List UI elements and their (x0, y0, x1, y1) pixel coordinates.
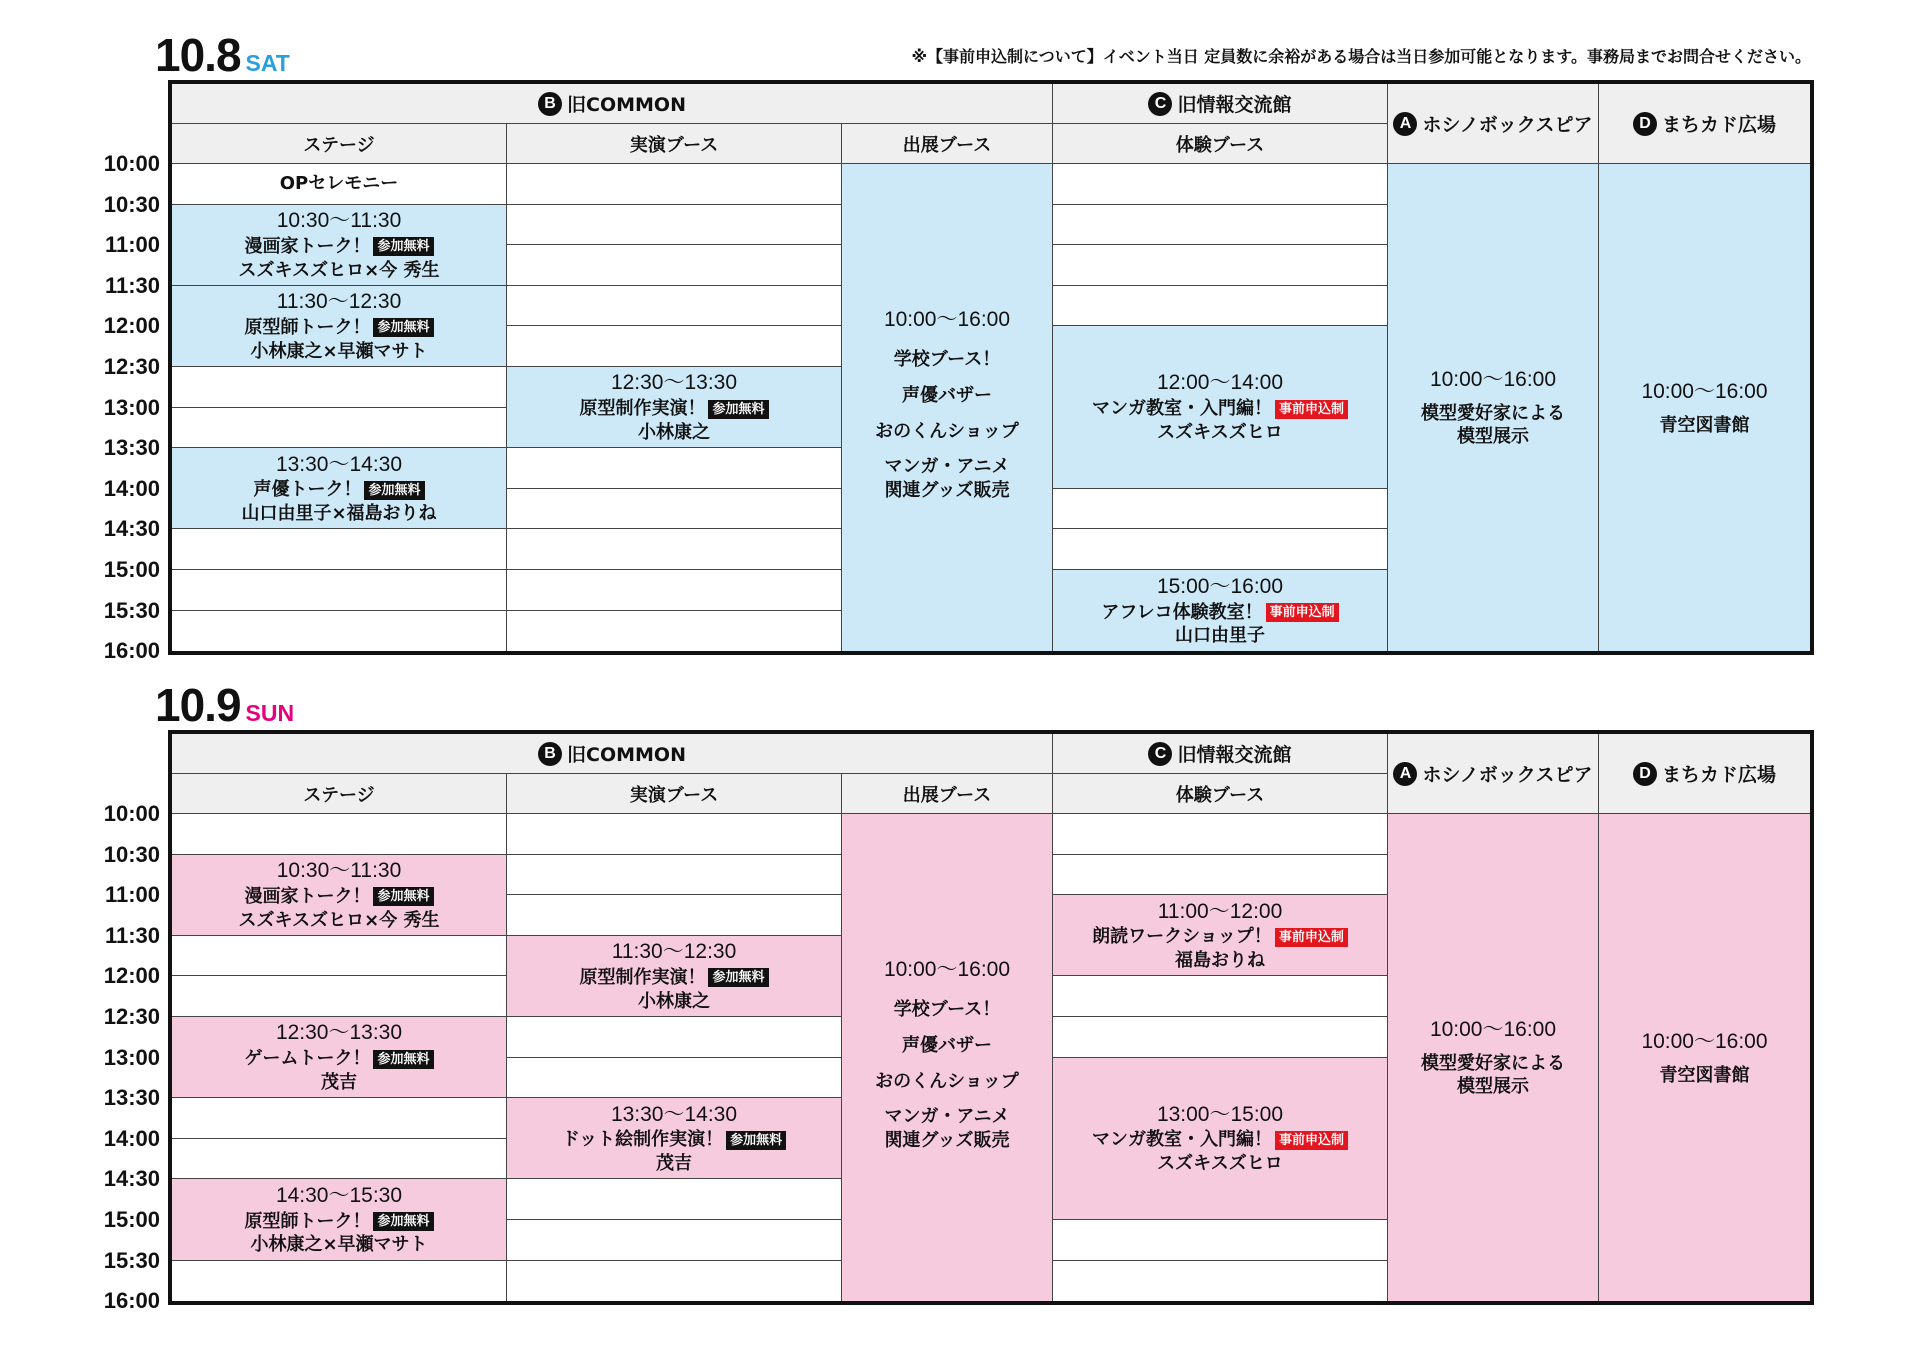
day-of-week: SUN (245, 700, 295, 726)
time-label: 14:00 (103, 1125, 160, 1151)
empty-slot (507, 570, 842, 611)
venue-letter-icon: A (1393, 762, 1417, 786)
exhibit-item: マンガ・アニメ 関連グッズ販売 (884, 1106, 1010, 1152)
event-time: 14:30〜15:30 (275, 1183, 403, 1207)
hoshino-time: 10:00〜16:00 (1429, 1017, 1557, 1041)
event-time: 10:30〜11:30 (276, 859, 402, 883)
time-label: 11:00 (104, 882, 160, 908)
event-title: 原型制作実演！ (579, 398, 706, 420)
time-label: 15:30 (103, 597, 160, 623)
column-header: ステージ (172, 124, 507, 164)
timetable-grid (168, 80, 1814, 655)
free-badge: 参加無料 (373, 1050, 433, 1069)
hoshino-text: 模型愛好家による 模型展示 (1421, 402, 1565, 448)
empty-slot (1053, 205, 1388, 246)
venue-label (1633, 760, 1776, 787)
event-title: 原型制作実演！ (579, 966, 706, 988)
venue-label (1148, 740, 1291, 767)
venue-name: まちカド広場 (1661, 114, 1776, 136)
venue-letter-icon: D (1633, 762, 1657, 786)
empty-slot (1053, 1017, 1388, 1058)
empty-slot (507, 1058, 842, 1099)
venue-header-c (1053, 84, 1388, 124)
venue-label (538, 90, 686, 117)
free-badge: 参加無料 (373, 887, 433, 906)
event-cell[interactable] (1053, 895, 1388, 976)
preregistration-badge: 事前申込制 (1275, 928, 1348, 947)
machikado-text: 青空図書館 (1659, 414, 1750, 436)
event-cell[interactable] (172, 855, 507, 936)
event-performer: スズキスズヒロ×今 秀生 (238, 259, 440, 281)
machikado-text: 青空図書館 (1659, 1064, 1750, 1086)
free-badge: 参加無料 (708, 968, 768, 987)
machikado-time: 10:00〜16:00 (1641, 1029, 1768, 1053)
time-label: 10:00 (103, 151, 160, 176)
venue-name: 旧情報交流館 (1177, 744, 1292, 766)
empty-slot (507, 205, 842, 246)
column-header: 出展ブース (842, 774, 1053, 814)
empty-slot (507, 855, 842, 896)
event-cell[interactable] (172, 205, 507, 286)
empty-slot (507, 286, 842, 327)
time-label: 14:30 (103, 1166, 160, 1192)
venue-letter-icon: C (1148, 742, 1172, 766)
event-performer: 小林康之 (638, 990, 710, 1012)
machikado-time: 10:00〜16:00 (1641, 379, 1768, 403)
venue-header-d (1599, 84, 1810, 164)
event-title: 原型師トーク！ (244, 1210, 371, 1232)
empty-slot (507, 1261, 842, 1302)
event-cell[interactable] (1053, 326, 1388, 488)
event-cell[interactable] (172, 164, 507, 205)
time-label: 13:30 (103, 435, 160, 461)
empty-slot (507, 489, 842, 530)
event-title: 朗読ワークショップ！ (1092, 926, 1272, 948)
free-badge: 参加無料 (708, 400, 768, 419)
preregistration-badge: 事前申込制 (1275, 400, 1348, 419)
event-performer: 山口由里子×福島おりね (241, 503, 437, 525)
time-label: 12:00 (103, 313, 160, 339)
time-label: 11:00 (104, 232, 160, 258)
time-label: 11:30 (104, 922, 160, 948)
exhibit-item: マンガ・アニメ 関連グッズ販売 (884, 456, 1010, 502)
event-performer: 小林康之 (638, 421, 710, 443)
venue-name: 旧COMMON (567, 94, 686, 116)
free-badge: 参加無料 (373, 318, 433, 337)
machikado-cell[interactable] (1599, 814, 1810, 1301)
empty-slot (172, 814, 507, 855)
event-time: 13:30〜14:30 (610, 1102, 738, 1126)
empty-slot (1053, 489, 1388, 530)
empty-slot (172, 408, 507, 449)
event-title-line (579, 966, 768, 990)
day-date: 10.8 (155, 29, 241, 81)
event-performer: 茂吉 (656, 1153, 692, 1175)
empty-slot (1053, 529, 1388, 570)
venue-name: ホシノボックスピア (1422, 764, 1593, 786)
time-label: 12:00 (103, 963, 160, 989)
event-cell[interactable] (507, 936, 842, 1017)
event-title-line (562, 1128, 786, 1152)
exhibit-booth-cell[interactable] (842, 814, 1053, 1301)
event-title-line (244, 235, 433, 259)
hoshino-cell[interactable] (1388, 814, 1599, 1301)
exhibit-item: おのくんショップ (875, 1070, 1019, 1092)
empty-slot (172, 570, 507, 611)
venue-label (1633, 110, 1776, 137)
event-title-line (1092, 1128, 1348, 1152)
time-label: 15:30 (103, 1247, 160, 1273)
time-label: 11:30 (104, 272, 160, 298)
event-title: 原型師トーク！ (244, 316, 371, 338)
event-title-line (1101, 601, 1338, 625)
exhibit-item: 声優バザー (902, 384, 992, 406)
exhibit-item: 学校ブース！ (893, 349, 1001, 371)
empty-slot (1053, 976, 1388, 1017)
empty-slot (507, 164, 842, 205)
empty-slot (1053, 855, 1388, 896)
event-title-line (579, 397, 768, 421)
event-cell[interactable] (1053, 1058, 1388, 1220)
event-title-line (244, 1047, 433, 1071)
event-title: アフレコ体験教室！ (1101, 601, 1263, 623)
event-performer: スズキスズヒロ (1157, 1153, 1283, 1175)
empty-slot (507, 448, 842, 489)
day-title (155, 678, 294, 732)
venue-letter-icon: B (538, 742, 562, 766)
hoshino-time: 10:00〜16:00 (1429, 367, 1557, 391)
empty-slot (507, 1220, 842, 1261)
venue-name: 旧情報交流館 (1177, 94, 1292, 116)
event-performer: スズキスズヒロ (1157, 421, 1283, 443)
empty-slot (172, 936, 507, 977)
venue-label (538, 740, 686, 767)
empty-slot (507, 245, 842, 286)
empty-slot (507, 814, 842, 855)
empty-slot (1053, 1220, 1388, 1261)
empty-slot (507, 529, 842, 570)
time-label: 14:00 (103, 475, 160, 501)
exhibit-item: おのくんショップ (875, 420, 1019, 442)
event-cell[interactable] (172, 1017, 507, 1098)
time-label: 10:30 (103, 841, 160, 867)
preregistration-badge: 事前申込制 (1266, 603, 1339, 622)
event-performer: 茂吉 (321, 1071, 357, 1093)
venue-label (1393, 110, 1592, 137)
timetable-grid (168, 730, 1814, 1305)
venue-header-a (1388, 734, 1599, 814)
free-badge: 参加無料 (373, 237, 433, 256)
empty-slot (172, 1098, 507, 1139)
event-title: 声優トーク！ (253, 479, 362, 501)
event-title: OPセレモニー (279, 172, 399, 194)
empty-slot (172, 1261, 507, 1302)
event-title-line (244, 1210, 433, 1234)
event-time: 13:00〜15:00 (1156, 1102, 1284, 1126)
venue-letter-icon: B (538, 92, 562, 116)
event-performer: スズキスズヒロ×今 秀生 (238, 909, 440, 931)
empty-slot (1053, 814, 1388, 855)
column-header: 実演ブース (507, 774, 842, 814)
exhibit-item: 学校ブース！ (893, 999, 1001, 1021)
day-of-week: SAT (245, 50, 290, 76)
exhibit-item: 声優バザー (902, 1034, 992, 1056)
empty-slot (172, 529, 507, 570)
event-title: マンガ教室・入門編！ (1091, 1129, 1272, 1151)
day-title (155, 28, 290, 82)
notice: ※【事前申込制について】イベント当日 定員数に余裕がある場合は当日参加可能となります。事務局までお問合せください。 (911, 47, 1811, 66)
column-header: 体験ブース (1053, 774, 1388, 814)
day-date: 10.9 (155, 679, 241, 731)
empty-slot (507, 895, 842, 936)
event-title: 漫画家トーク！ (244, 235, 371, 257)
event-title: ドット絵制作実演！ (561, 1129, 724, 1151)
time-label: 13:30 (103, 1085, 160, 1111)
event-title-line (1092, 397, 1348, 421)
event-performer: 福島おりね (1175, 950, 1265, 972)
time-label: 10:30 (103, 191, 160, 217)
time-label: 13:00 (103, 1044, 160, 1070)
event-time: 11:00〜12:00 (1157, 899, 1283, 923)
empty-slot (1053, 245, 1388, 286)
venue-label (1148, 90, 1291, 117)
free-badge: 参加無料 (364, 481, 424, 500)
event-title: ゲームトーク！ (244, 1048, 371, 1070)
event-performer: 小林康之×早瀬マサト (250, 340, 428, 362)
venue-header-b (172, 734, 1053, 774)
empty-slot (172, 976, 507, 1017)
column-header: 体験ブース (1053, 124, 1388, 164)
column-header: 出展ブース (842, 124, 1053, 164)
empty-slot (507, 1017, 842, 1058)
event-title-line (244, 316, 433, 340)
exhibit-time: 10:00〜16:00 (883, 308, 1011, 332)
event-time: 11:30〜12:30 (611, 940, 737, 964)
column-header: 実演ブース (507, 124, 842, 164)
time-label: 16:00 (103, 1288, 160, 1314)
time-label: 14:30 (103, 516, 160, 542)
preregistration-badge: 事前申込制 (1275, 1131, 1348, 1150)
empty-slot (172, 1139, 507, 1180)
empty-slot (507, 611, 842, 652)
event-time: 15:00〜16:00 (1156, 574, 1284, 598)
event-title: 漫画家トーク！ (244, 885, 371, 907)
empty-slot (172, 611, 507, 652)
event-cell[interactable] (507, 367, 842, 448)
exhibit-booth-cell[interactable] (842, 164, 1053, 651)
free-badge: 参加無料 (373, 1212, 433, 1231)
event-title-line (244, 885, 433, 909)
exhibit-time: 10:00〜16:00 (883, 958, 1011, 982)
hoshino-text: 模型愛好家による 模型展示 (1421, 1052, 1565, 1098)
venue-label (1393, 760, 1592, 787)
event-cell[interactable] (172, 1179, 507, 1260)
empty-slot (1053, 1261, 1388, 1302)
empty-slot (172, 367, 507, 408)
event-cell[interactable] (172, 286, 507, 367)
event-title-line (1092, 925, 1348, 949)
empty-slot (507, 1179, 842, 1220)
venue-name: ホシノボックスピア (1422, 114, 1593, 136)
time-label: 16:00 (103, 638, 160, 664)
venue-letter-icon: D (1633, 112, 1657, 136)
event-time: 12:30〜13:30 (275, 1021, 403, 1045)
hoshino-cell[interactable] (1388, 164, 1599, 651)
event-cell[interactable] (507, 1098, 842, 1179)
venue-letter-icon: C (1148, 92, 1172, 116)
venue-header-a (1388, 84, 1599, 164)
venue-header-c (1053, 734, 1388, 774)
time-label: 10:00 (103, 801, 160, 826)
event-time: 12:00〜14:00 (1156, 371, 1284, 395)
machikado-cell[interactable] (1599, 164, 1810, 651)
empty-slot (507, 326, 842, 367)
event-performer: 山口由里子 (1175, 625, 1265, 647)
time-label: 12:30 (103, 1004, 160, 1029)
venue-letter-icon: A (1393, 112, 1417, 136)
event-cell[interactable] (172, 448, 507, 529)
event-performer: 小林康之×早瀬マサト (250, 1234, 428, 1256)
event-time: 12:30〜13:30 (610, 371, 738, 395)
venue-header-d (1599, 734, 1810, 814)
event-time: 10:30〜11:30 (276, 209, 402, 233)
column-header: ステージ (172, 774, 507, 814)
event-title: マンガ教室・入門編！ (1091, 398, 1272, 420)
time-label: 12:30 (103, 354, 160, 379)
event-time: 11:30〜12:30 (276, 290, 402, 314)
empty-slot (1053, 164, 1388, 205)
empty-slot (1053, 286, 1388, 327)
time-label: 15:00 (103, 557, 160, 582)
event-time: 13:30〜14:30 (275, 452, 403, 476)
venue-name: まちカド広場 (1661, 764, 1776, 786)
time-label: 13:00 (103, 394, 160, 420)
time-label: 15:00 (103, 1207, 160, 1232)
event-title-line (253, 478, 424, 502)
venue-header-b (172, 84, 1053, 124)
free-badge: 参加無料 (726, 1131, 786, 1150)
venue-name: 旧COMMON (567, 744, 686, 766)
event-cell[interactable] (1053, 570, 1388, 651)
